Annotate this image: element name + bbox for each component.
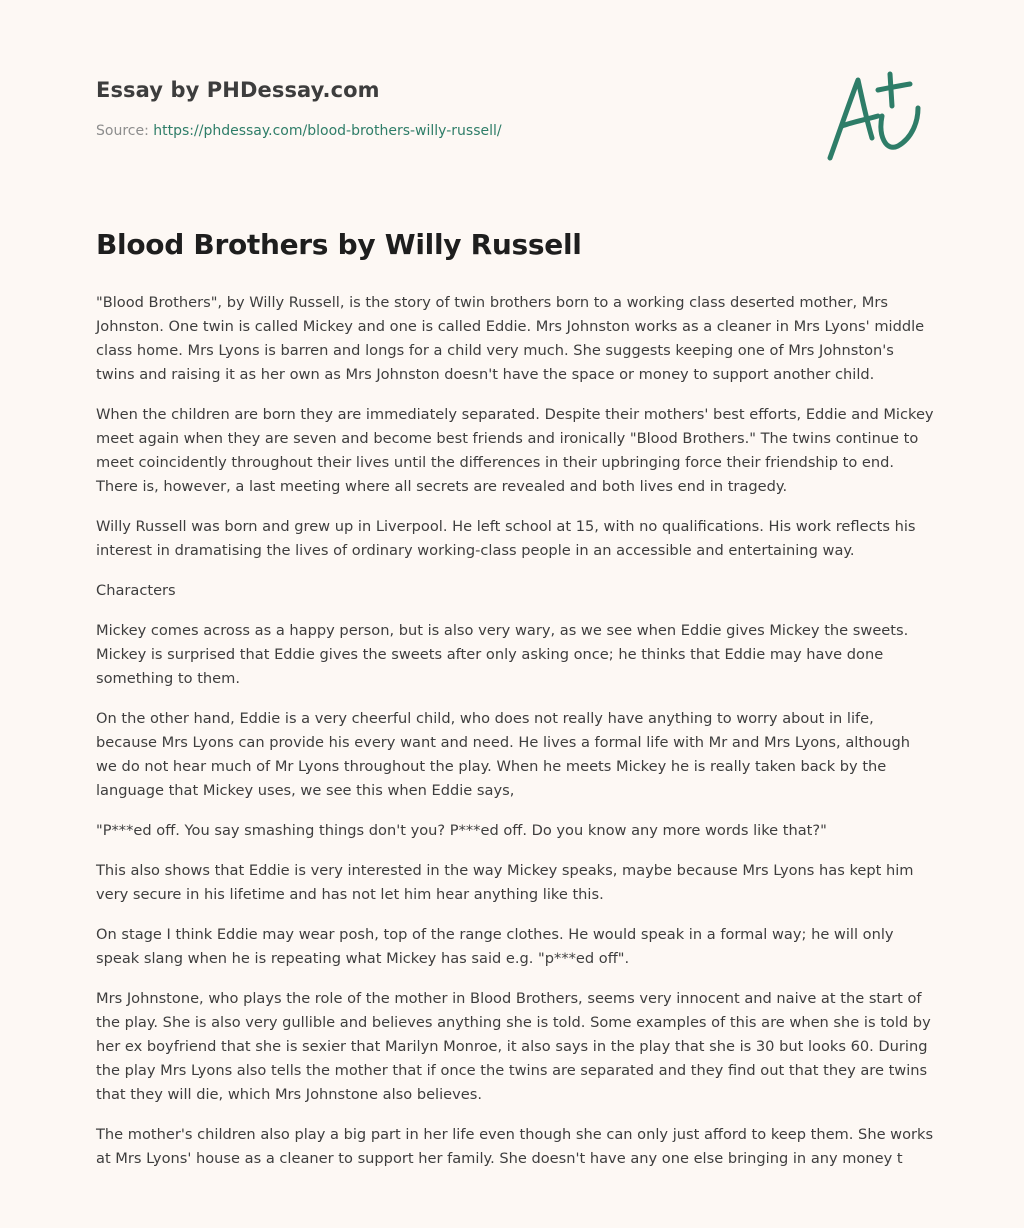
essay-quote: "P***ed off. You say smashing things don't you? P***ed off. Do you know any more words like that?" [96,822,827,839]
source-line [96,121,796,141]
essay-paragraph: Mrs Johnstone, who plays the role of the mother in Blood Brothers, seems very innocent and naive at the start of the play. She is also very gullible and believes anything she is told. Some examples of this are when she is told by her ex boyfriend that she is sexier that Marilyn Monroe, it also says in the play that she is 30 but looks 60. During the play Mrs Lyons also tells the mother that if once the twins are separated and they find out that they are twins that they will die, which Mrs Johnstone also believes. [96,990,931,1103]
essay-content [96,225,934,1187]
essay-paragraph: On stage I think Eddie may wear posh, top of the range clothes. He would speak in a formal way; he will only speak slang when he is repeating what Mickey has said e.g. "p***ed off". [96,926,894,967]
essay-paragraph: "Blood Brothers", by Willy Russell, is the story of twin brothers born to a working class deserted mother, Mrs Johnston. One twin is called Mickey and one is called Eddie. Mrs Johnston works as a cleaner in Mrs Lyons' middle class home. Mrs Lyons is barren and longs for a child very much. She suggests keeping one of Mrs Johnston's twins and raising it as her own as Mrs Johnston doesn't have the space or money to support another child. [96,294,925,383]
essay-paragraph: When the children are born they are immediately separated. Despite their mothers' best efforts, Eddie and Mickey meet again when they are seven and become best friends and ironically "Blood Brothers." The twins continue to meet coincidently throughout their lives until the differences in their upbringing force their friendship to end. There is, however, a last meeting where all secrets are revealed and both lives end in tragedy. [96,406,934,495]
site-brand[interactable]: Essay by PHDessay.com [96,78,380,102]
essay-paragraph: Mickey comes across as a happy person, but is also very wary, as we see when Eddie gives Mickey the sweets. Mickey is surprised that Eddie gives the sweets after only asking once; he thinks that Eddie may have done something to them. [96,622,909,687]
source-link[interactable]: https://phdessay.com/blood-brothers-willy-russell/ [153,123,502,139]
page-header [96,76,796,141]
essay-paragraph: The mother's children also play a big part in her life even though she can only just afford to keep them. She works at Mrs Lyons' house as a cleaner to support her family. She doesn't have any one else bringing in any money t [96,1126,934,1167]
a-plus-logo-graphic [820,66,930,166]
source-label: Source: [96,123,154,139]
a-plus-logo-icon[interactable] [820,66,930,166]
essay-title: Blood Brothers by Willy Russell [96,228,582,261]
essay-paragraph: Willy Russell was born and grew up in Liverpool. He left school at 15, with no qualifications. His work reflects his interest in dramatising the lives of ordinary working-class people in an accessible and entertaining way. [96,518,916,559]
essay-paragraph: On the other hand, Eddie is a very cheerful child, who does not really have anything to worry about in life, because Mrs Lyons can provide his every want and need. He lives a formal life with Mr and Mrs Lyons, although we do not hear much of Mr Lyons throughout the play. When he meets Mickey he is really taken back by the language that Mickey uses, we see this when Eddie says, [96,710,910,799]
essay-paragraph: This also shows that Eddie is very interested in the way Mickey speaks, maybe because Mrs Lyons has kept him very secure in his lifetime and has not let him hear anything like this. [96,862,914,903]
section-heading-characters: Characters [96,582,176,599]
